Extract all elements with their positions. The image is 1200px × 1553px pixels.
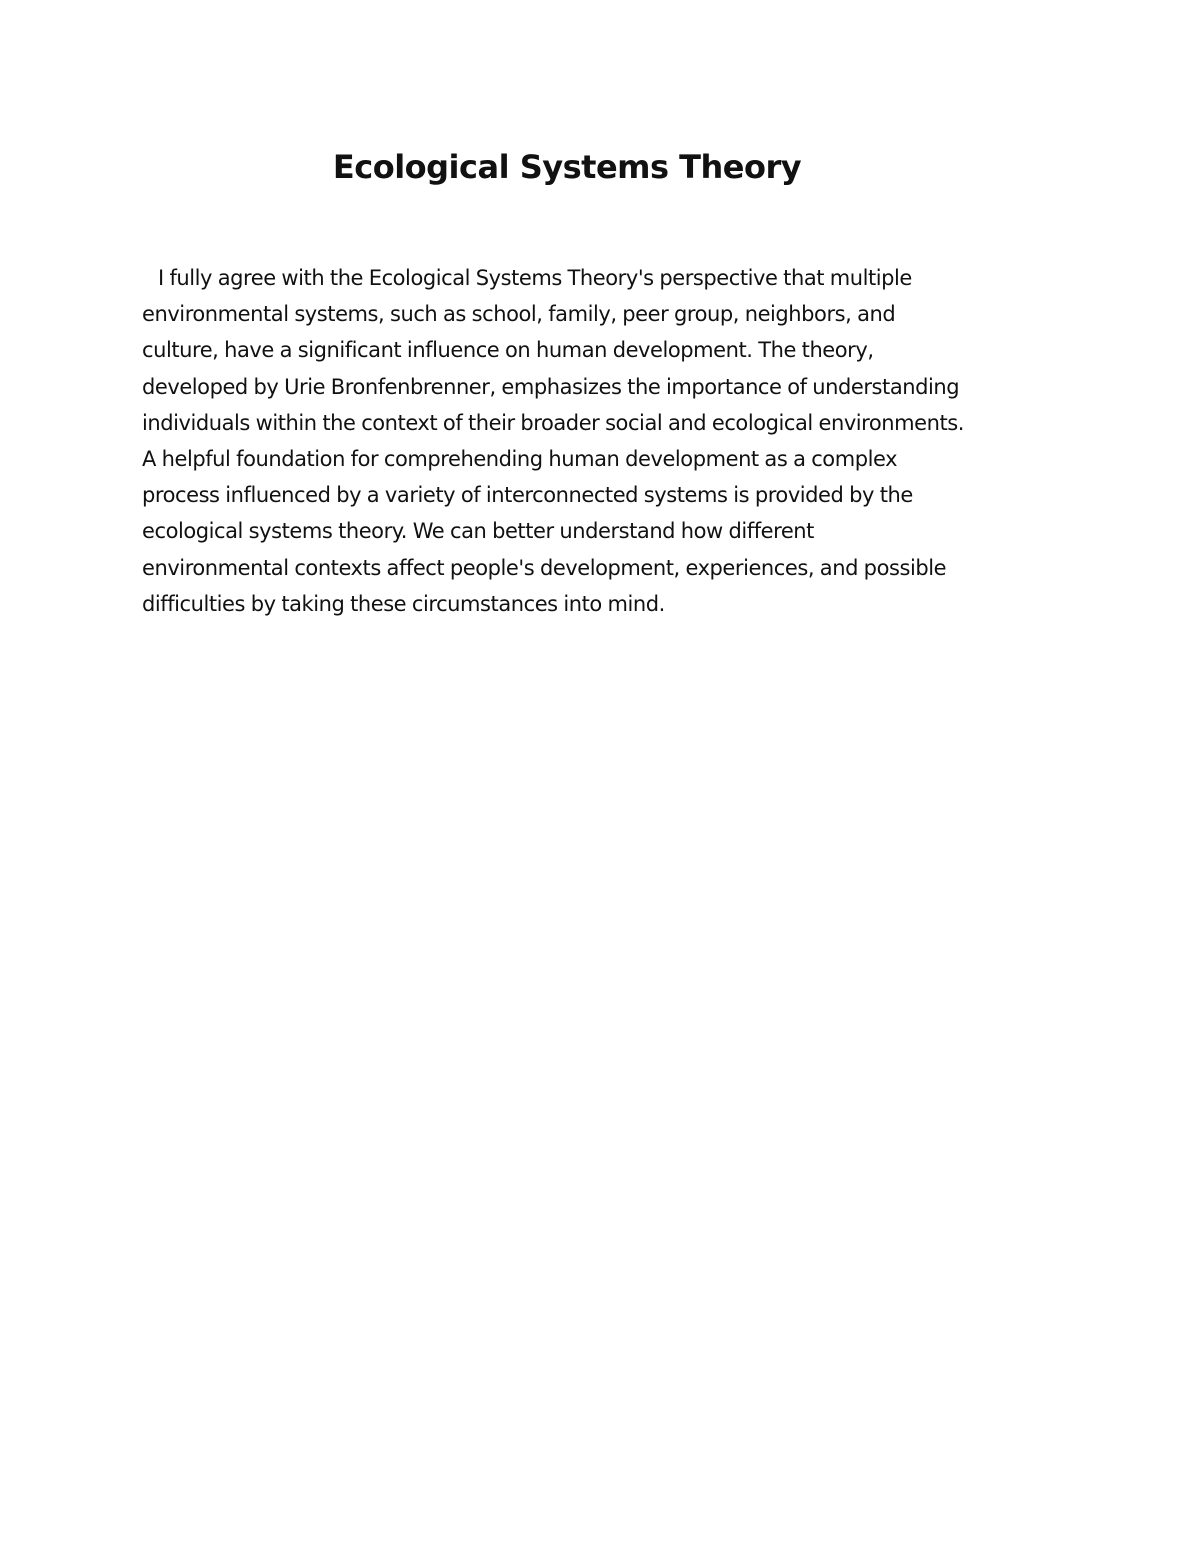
paragraph-line — [142, 260, 1102, 296]
paragraph-line: process influenced by a variety of interconnected systems is provided by the — [142, 483, 913, 508]
body-paragraph — [142, 260, 1102, 622]
paragraph-line: difficulties by taking these circumstances into mind. — [142, 591, 665, 616]
document-title: Ecological Systems Theory — [332, 148, 802, 186]
paragraph-line: environmental systems, such as school, family, peer group, neighbors, and — [142, 302, 896, 327]
paragraph-line: ecological systems theory. We can better understand how different — [142, 519, 814, 544]
paragraph-line: environmental contexts affect people's development, experiences, and possible — [142, 555, 947, 580]
paragraph-line-text: I fully agree with the Ecological Systems Theory's perspective that multiple — [158, 266, 912, 290]
paragraph-line: culture, have a significant influence on human development. The theory, — [142, 338, 874, 363]
paragraph-line: A helpful foundation for comprehending human development as a complex — [142, 447, 898, 472]
paragraph-line: developed by Urie Bronfenbrenner, emphasizes the importance of understanding — [142, 374, 960, 399]
paragraph-line: individuals within the context of their broader social and ecological environments. — [142, 410, 964, 435]
